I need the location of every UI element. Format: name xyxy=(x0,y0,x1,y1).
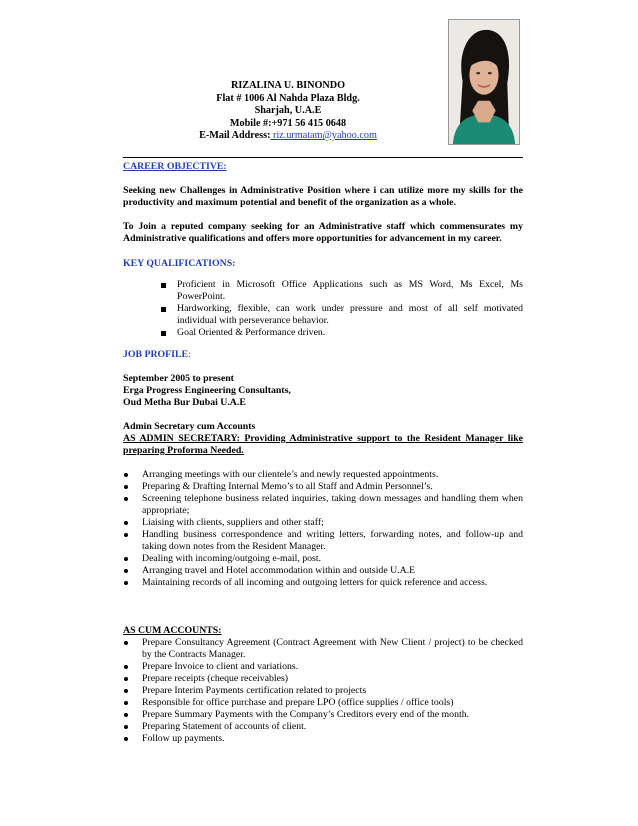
list-item: Hardworking, flexible, can work under pressure and most of all self motivated individual with perseverance behavior. xyxy=(161,303,523,327)
list-item: Follow up payments. xyxy=(123,733,523,745)
resume-body xyxy=(123,161,523,745)
career-objective-paragraph-1: Seeking new Challenges in Administrative Position where i can utilize more my skills for the productivity and maximum potential and benefit of the organization as a whole. xyxy=(123,185,523,208)
list-item: Prepare Consultancy Agreement (Contract Agreement with New Client / project) to be checked by the Contracts Manager. xyxy=(123,637,523,661)
list-item: Liaising with clients, suppliers and other staff; xyxy=(123,517,523,529)
list-item: Handling business correspondence and writing letters, forwarding notes, and follow-up and taking down notes from the Resident Manager. xyxy=(123,529,523,553)
email-row: E-Mail Address: riz.urmatam@yahoo.com xyxy=(199,130,377,141)
contact-header xyxy=(150,80,426,143)
mobile-number: Mobile #:+971 56 415 0648 xyxy=(229,117,347,129)
address-line-1: Flat # 1006 Al Nahda Plaza Bldg. xyxy=(216,92,360,104)
list-item: Preparing Statement of accounts of client. xyxy=(123,721,523,733)
list-item: Prepare Summary Payments with the Company’s Creditors every end of the month. xyxy=(123,709,523,721)
list-item: Proficient in Microsoft Office Applications such as MS Word, Ms Excel, Ms PowerPoint. xyxy=(161,279,523,303)
career-objective-heading: CAREER OBJECTIVE: xyxy=(123,161,227,172)
career-objective-paragraph-2: To Join a reputed company seeking for an Administrative staff which commensurates my Administrative qualifications and offers more opportunities for advancement in my career. xyxy=(123,221,523,244)
job-period: September 2005 to present xyxy=(123,373,234,384)
list-item: Screening telephone business related inquiries, taking down messages and handling them when appropriate; xyxy=(123,493,523,517)
list-item: Prepare Interim Payments certification related to projects xyxy=(123,685,523,697)
admin-secretary-heading: AS ADMIN SECRETARY: Providing Administrative support to the Resident Manager like preparing Proforma Needed. xyxy=(123,433,523,456)
job-position: Admin Secretary cum Accounts xyxy=(123,421,256,432)
profile-photo xyxy=(448,19,520,145)
job-profile-title: JOB PROFILE xyxy=(123,349,189,360)
key-qualifications-list xyxy=(123,279,523,339)
list-item: Prepare receipts (cheque receivables) xyxy=(123,673,523,685)
profile-photo-image xyxy=(449,20,519,144)
list-item: Maintaining records of all incoming and outgoing letters for quick reference and access. xyxy=(123,577,523,589)
list-item: Arranging travel and Hotel accommodation within and outside U.A.E xyxy=(123,565,523,577)
email-label: E-Mail Address xyxy=(199,130,268,141)
list-item: Prepare Invoice to client and variations. xyxy=(123,661,523,673)
list-item: Goal Oriented & Performance driven. xyxy=(161,327,523,339)
address-line-2: Sharjah, U.A.E xyxy=(254,105,322,116)
list-item: Arranging meetings with our clientele’s and newly requested appointments. xyxy=(123,469,523,481)
header-divider xyxy=(123,157,523,158)
job-profile-colon: : xyxy=(188,349,191,360)
accounts-duties-list xyxy=(123,637,523,745)
job-profile-heading xyxy=(123,349,523,361)
key-qualifications-heading: KEY QUALIFICATIONS: xyxy=(123,258,236,269)
list-item: Dealing with incoming/outgoing e-mail, post. xyxy=(123,553,523,565)
admin-duties-list xyxy=(123,469,523,589)
list-item: Preparing & Drafting Internal Memo’s to all Staff and Admin Personnel’s. xyxy=(123,481,523,493)
company-location: Oud Metha Bur Dubai U.A.E xyxy=(123,397,246,408)
accounts-heading: AS CUM ACCOUNTS: xyxy=(123,625,222,636)
email-link[interactable]: riz.urmatam@yahoo.com xyxy=(270,130,377,141)
list-item: Responsible for office purchase and prepare LPO (office supplies / office tools) xyxy=(123,697,523,709)
company-name: Erga Progress Engineering Consultants, xyxy=(123,385,291,396)
applicant-name: RIZALINA U. BINONDO xyxy=(230,80,346,91)
